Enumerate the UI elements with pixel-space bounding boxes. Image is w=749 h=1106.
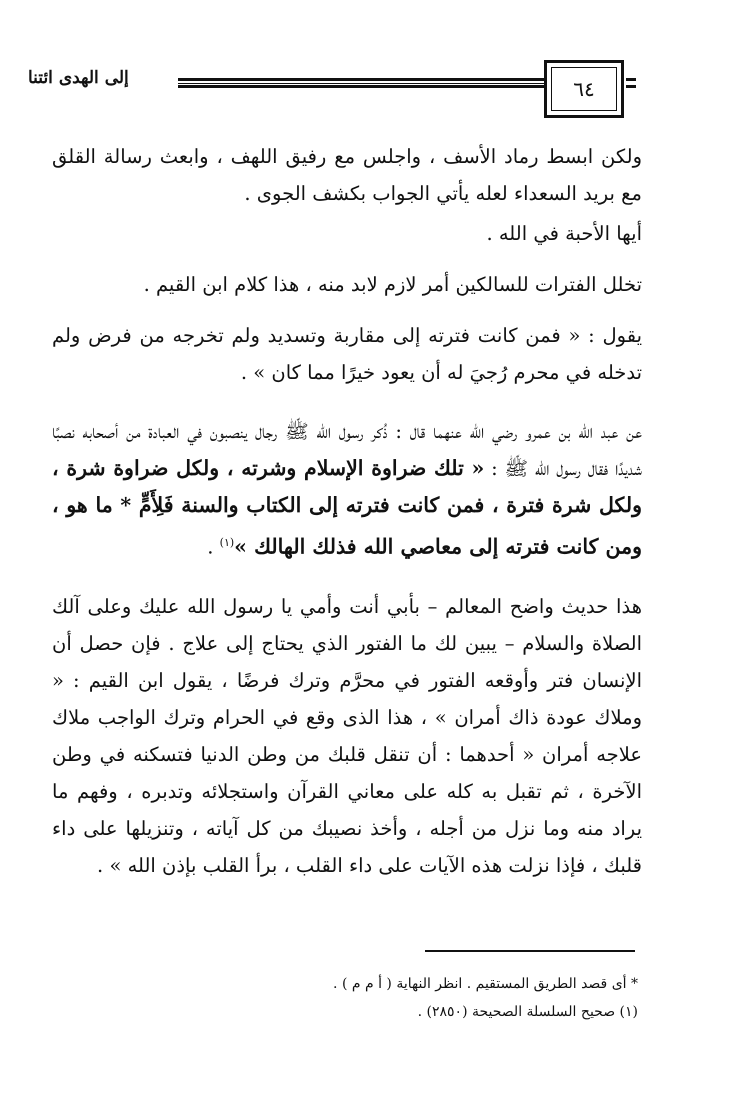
hadith-end: . [207, 535, 220, 559]
footnote-marker: (١) [219, 536, 235, 549]
page-number-box [544, 60, 624, 118]
main-text [52, 138, 642, 884]
hadith-text: « تلك ضراوة الإسلام وشرته ، ولكل ضراوة شرة ، ولكل شرة فترة ، فمن كانت فترته إلى الكتاب والسنة فَلِأَمٍّ * ما هو ، ومن كانت فترته إلى معاصي الله فذلك الهالك » [52, 456, 642, 559]
page-number: ٦٤ [573, 77, 595, 101]
header-rule-end [626, 78, 636, 88]
paragraph: هذا حديث واضح المعالم – بأبي أنت وأمي يا رسول الله عليك وعلى آلك الصلاة والسلام – يبين لك ما الفتور الذي يحتاج إلى علاج . فإن حصل أن الإنسان فتر وأوقعه الفتور في محرَّم وترك فرضًا ، يقول ابن القيم : « وملاك عودة ذاك أمران » ، هذا الذى وقع في الحرام وترك الواجب ملاك علاجه أمران « أحدهما : أن تنقل قلبك من وطن الدنيا فتسكنه في وطن الآخرة ، ثم تقبل به كله على معاني القرآن واستجلائه وتدبره ، وفهم ما يراد منه وما نزل من أجله ، وأخذ نصيبك من كل آياته ، وتنزيلها على داء قلبك ، فإذا نزلت هذه الآيات على داء القلب ، برأ القلب بإذن الله » . [52, 594, 642, 877]
footnotes [330, 970, 638, 1026]
footnote: (١) صحيح السلسلة الصحيحة (٢٨٥٠) . [417, 1004, 638, 1020]
paragraph: أيها الأحبة في الله . [486, 222, 642, 245]
paragraph: تخلل الفترات للسالكين أمر لازم لابد منه ، هذا كلام ابن القيم . [143, 273, 642, 296]
page-header [28, 60, 636, 124]
running-title: إلى الهدى ائتنا [28, 68, 129, 88]
footnote: * أى قصد الطريق المستقيم . انظر النهاية ( أ م م ) . [333, 976, 638, 992]
header-rule [178, 78, 566, 88]
hadith-intro: عن عبد الله بن عمرو رضي الله عنهما قال : ذُكر رسول الله ﷺ رجال ينصبون في العبادة من أصحابه نصبًا شديدًا فقال رسول الله ﷺ : [52, 420, 643, 480]
paragraph: ولكن ابسط رماد الأسف ، واجلس مع رفيق اللهف ، وابعث رسالة القلق مع بريد السعداء لعله يأتي الجواب بكشف الجوى . [52, 145, 642, 205]
footnote-rule [425, 950, 635, 952]
hadith-paragraph [52, 413, 642, 566]
paragraph: يقول : « فمن كانت فترته إلى مقاربة وتسديد ولم تخرجه من فرض ولم تدخله في محرم رُجيَ له أن يعود خيرًا مما كان » . [52, 324, 642, 384]
